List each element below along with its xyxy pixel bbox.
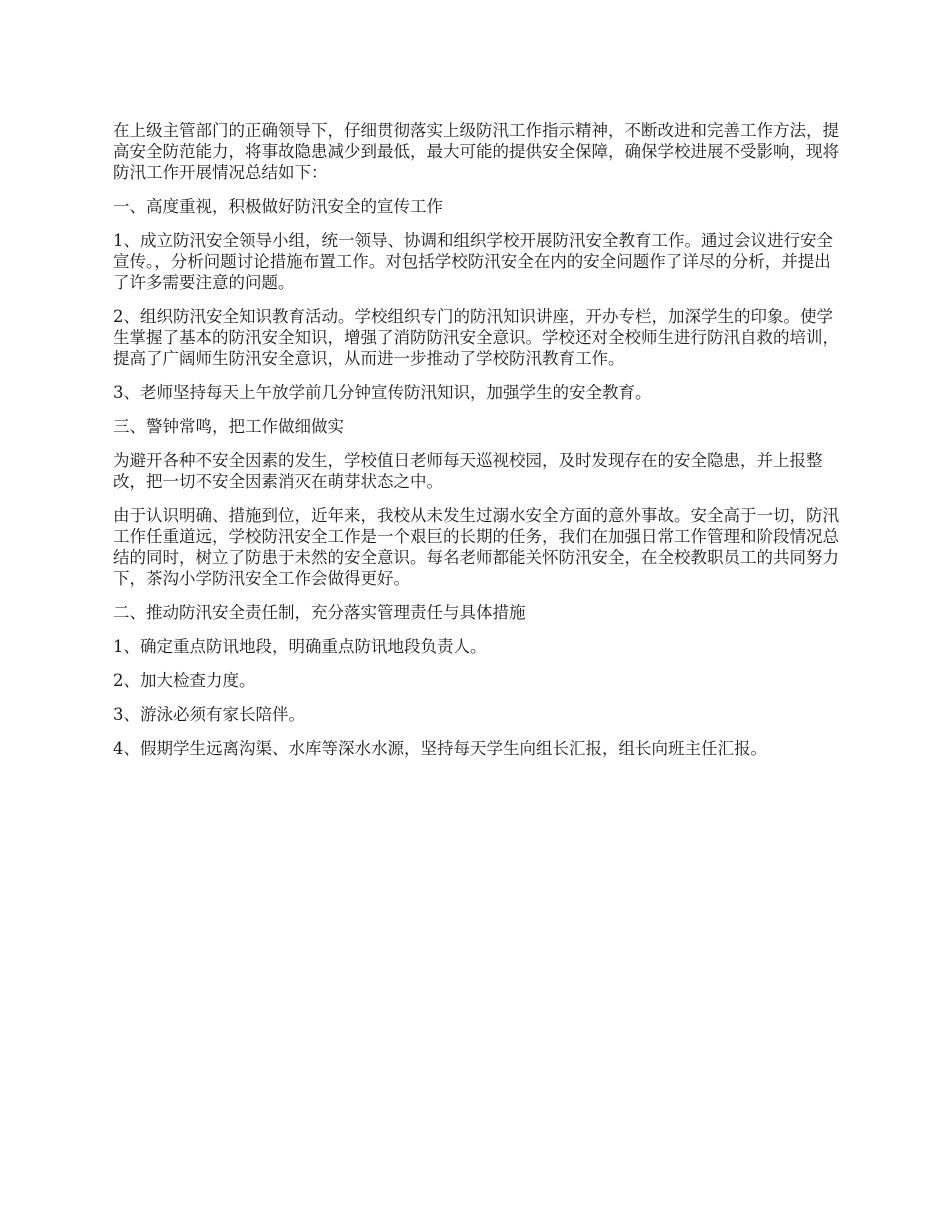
item-paragraph: 1、成立防汛安全领导小组，统一领导、协调和组织学校开展防汛安全教育工作。通过会议进行安全宣传。，分析问题讨论措施布置工作。对包括学校防汛安全在内的安全问题作了详尽的分析，并提出了许多需要注意的问题。 — [113, 231, 833, 292]
item-paragraph: 2、组织防汛安全知识教育活动。学校组织专门的防汛知识讲座，开办专栏，加深学生的印象。使学生掌握了基本的防汛安全知识，增强了消防防汛安全意识。学校还对全校师生进行防汛自救的培训，提高了广阔师生防汛安全意识，从而进一步推动了学校防汛教育工作。 — [113, 307, 839, 368]
body-paragraph: 为避开各种不安全因素的发生，学校值日老师每天巡视校园，及时发现存在的安全隐患，并上报整改，把一切不安全因素消灭在萌芽状态之中。 — [113, 451, 823, 491]
item-paragraph: 4、假期学生远离沟渠、水库等深水水源，坚持每天学生向组长汇报，组长向班主任汇报。 — [113, 739, 767, 758]
item-paragraph: 3、老师坚持每天上午放学前几分钟宣传防汛知识，加强学生的安全教育。 — [113, 383, 652, 402]
item-paragraph: 3、游泳必须有家长陪伴。 — [113, 705, 305, 724]
item-paragraph: 1、确定重点防讯地段，明确重点防讯地段负责人。 — [113, 637, 487, 656]
body-paragraph: 由于认识明确、措施到位，近年来，我校从未发生过溺水安全方面的意外事故。安全高于一切，防汛工作任重道远，学校防汛安全工作是一个艰巨的长期的任务，我们在加强日常工作管理和阶段情况总结的同时，树立了防患于未然的安全意识。每名老师都能关怀防汛安全，在全校教职员工的共同努力下，茶沟小学防汛安全工作会做得更好。 — [113, 506, 839, 588]
document-body — [113, 120, 843, 772]
section-heading-publicity: 一、高度重视，积极做好防汛安全的宣传工作 — [113, 197, 443, 216]
section-heading-responsibility: 二、推动防汛安全责任制，充分落实管理责任与具体措施 — [113, 603, 526, 622]
intro-paragraph: 在上级主管部门的正确领导下，仔细贯彻落实上级防汛工作指示精神，不断改进和完善工作方法，提高安全防范能力，将事故隐患减少到最低，最大可能的提供安全保障，确保学校进展不受影响，现将防汛工作开展情况总结如下： — [113, 121, 839, 182]
item-paragraph: 2、加大检查力度。 — [113, 671, 256, 690]
section-heading-alarm: 三、警钟常鸣，把工作做细做实 — [113, 417, 344, 436]
